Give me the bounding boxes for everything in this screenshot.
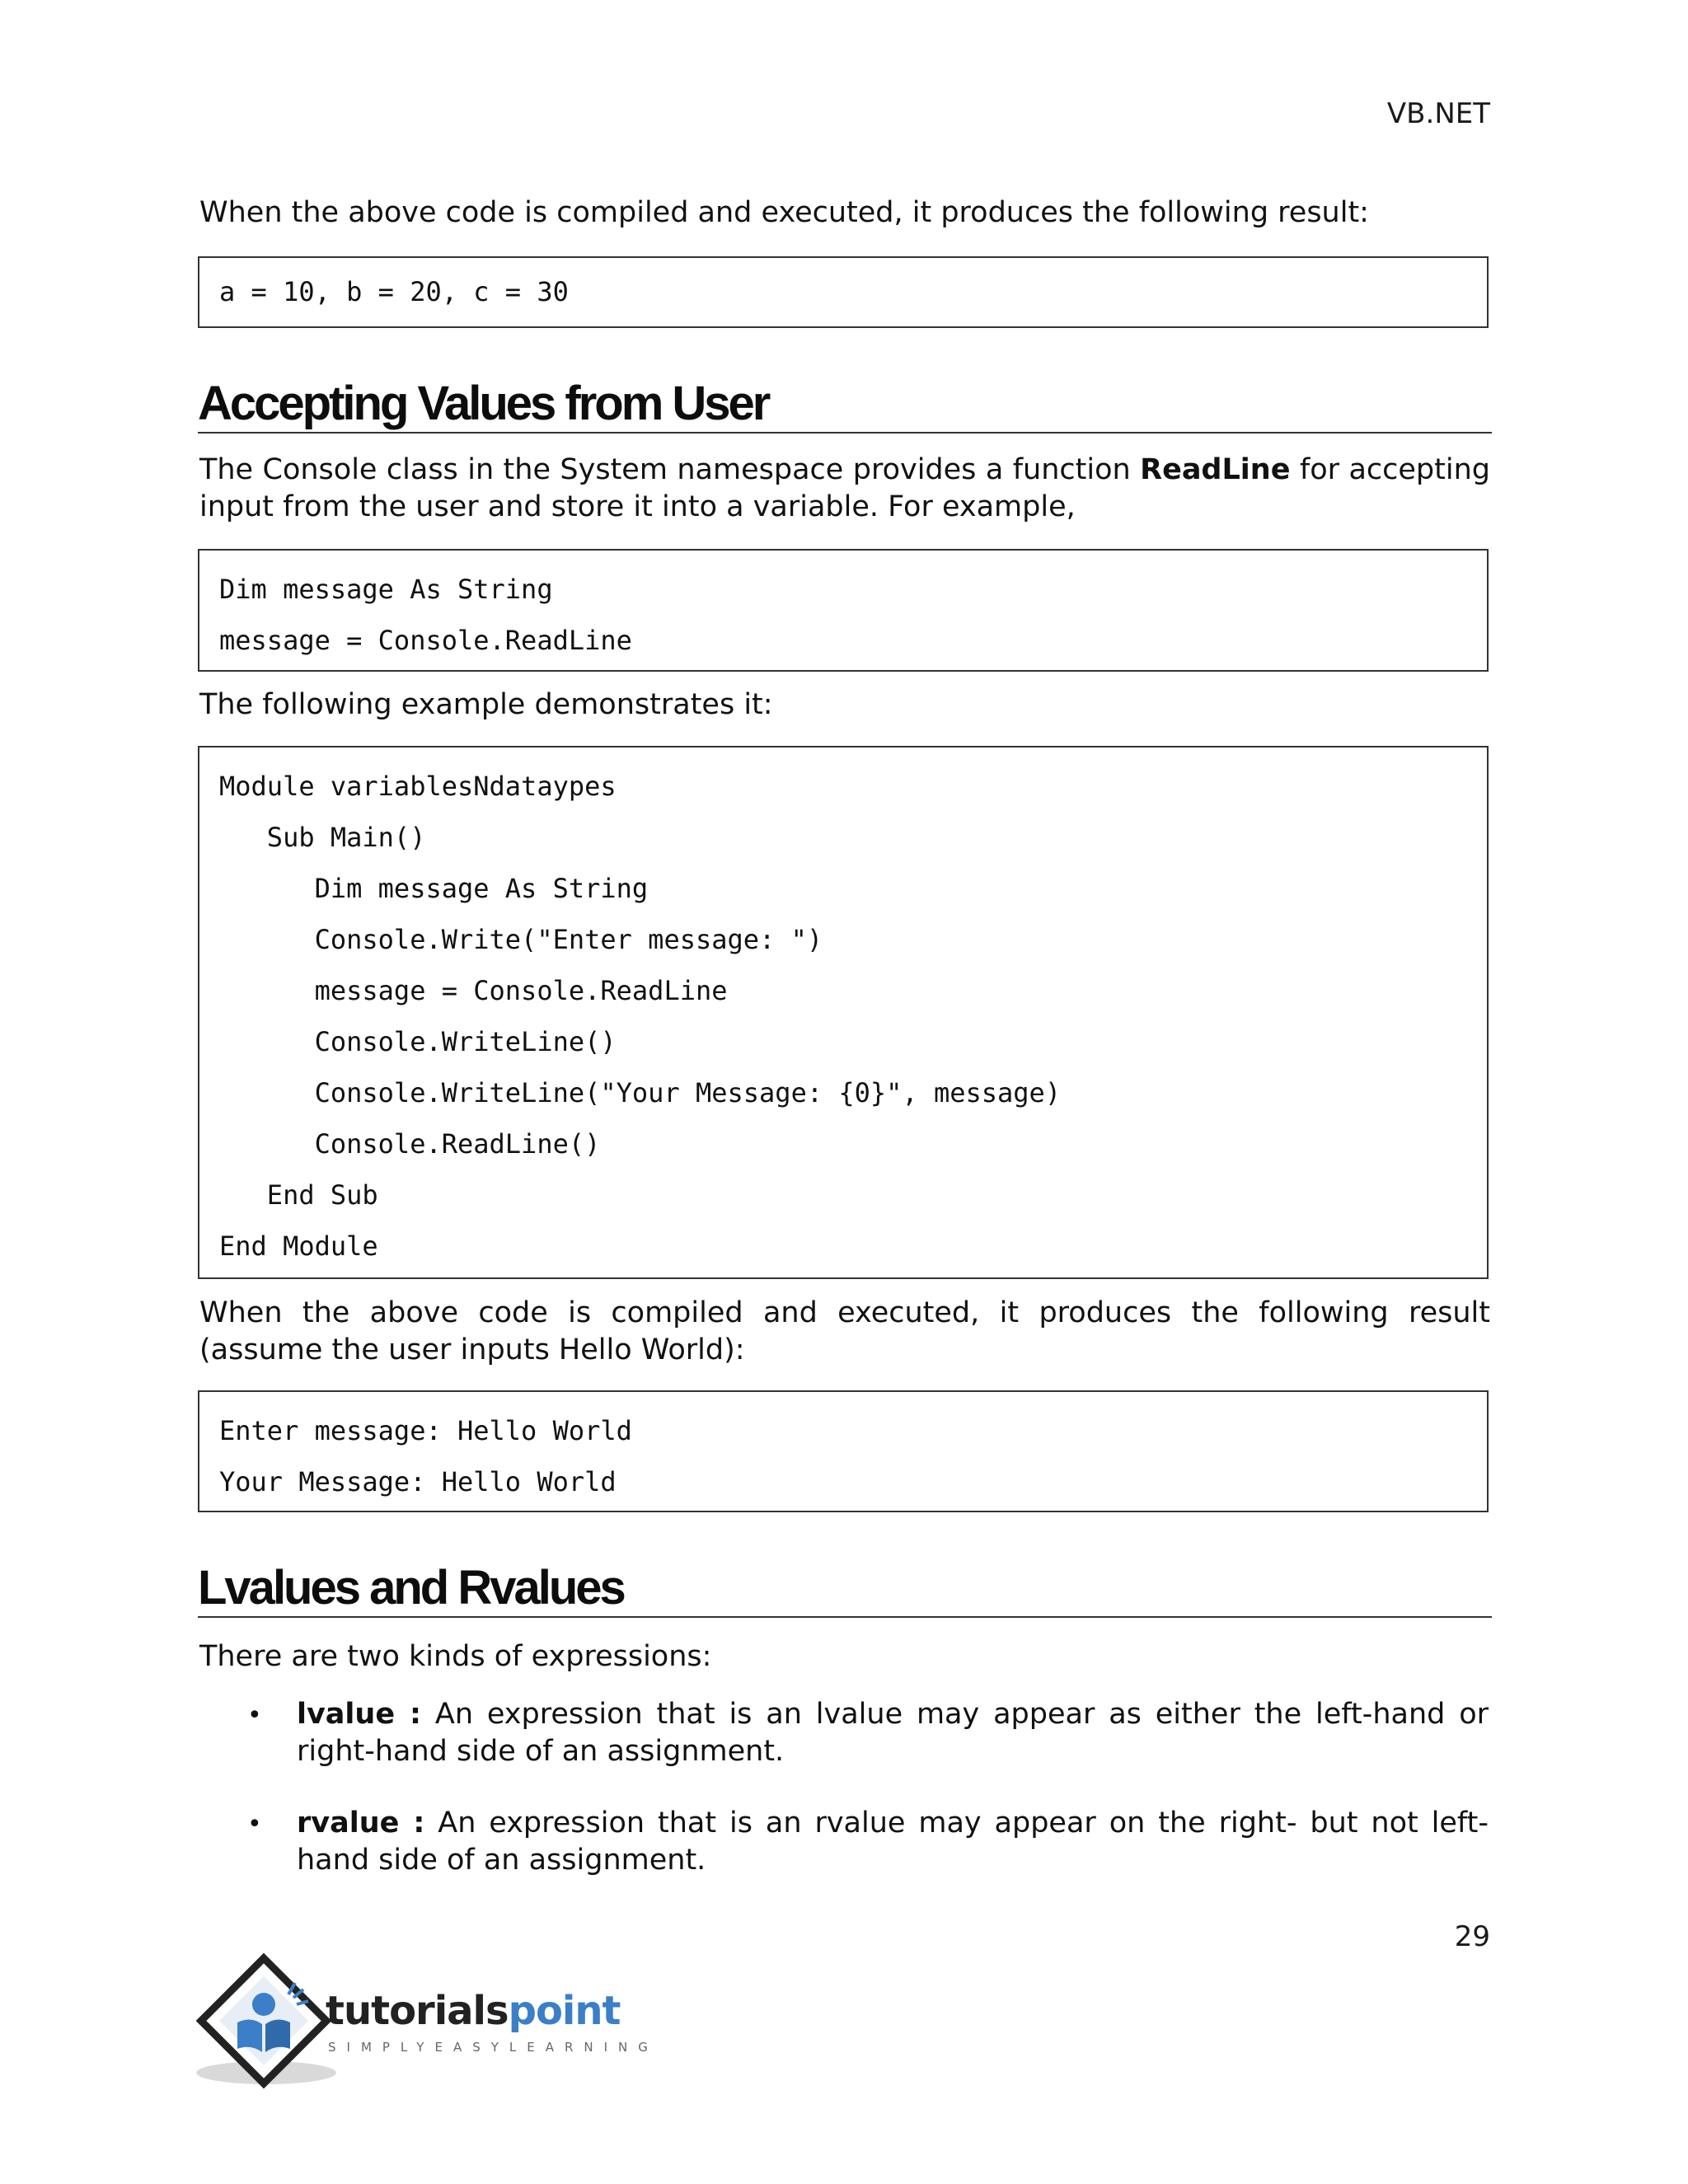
intro-paragraph: When the above code is compiled and executed, it produces the following result: bbox=[199, 196, 1369, 229]
code-line: Console.ReadLine() bbox=[219, 1128, 601, 1160]
code-line: Module variablesNdataypes bbox=[219, 771, 617, 802]
expressions-intro-paragraph: There are two kinds of expressions: bbox=[199, 1640, 712, 1673]
list-item-term: rvalue : bbox=[297, 1807, 425, 1840]
bullet-icon: • bbox=[247, 1701, 262, 1730]
code-line: End Sub bbox=[219, 1179, 378, 1211]
code-line: End Module bbox=[219, 1230, 378, 1262]
list-item-description: An expression that is an lvalue may appear as either the left-hand or right-hand side of an assignment. bbox=[297, 1698, 1489, 1768]
logo-word-2: point bbox=[508, 1988, 621, 2034]
logo-word-1: tutorials bbox=[326, 1988, 509, 2034]
list-item-term: lvalue : bbox=[297, 1698, 422, 1731]
section-title-lvalues-rvalues: Lvalues and Rvalues bbox=[198, 1562, 1492, 1618]
list-item-description: An expression that is an rvalue may appear on the right- but not left-hand side of an assignment. bbox=[297, 1807, 1489, 1877]
list-item-text bbox=[297, 1696, 1489, 1770]
code-line: Console.Write("Enter message: ") bbox=[219, 924, 823, 955]
list-item-text bbox=[297, 1805, 1489, 1879]
code-line: Sub Main() bbox=[219, 822, 426, 853]
section-title-accepting-values: Accepting Values from User bbox=[198, 377, 1492, 434]
code-line: Console.WriteLine("Your Message: {0}", message) bbox=[219, 1077, 1062, 1108]
logo-diamond-icon bbox=[196, 1953, 336, 2089]
readline-text-before: The Console class in the System namespace provides a function bbox=[199, 453, 1141, 486]
logo-wordmark bbox=[326, 1988, 620, 2034]
readline-keyword: ReadLine bbox=[1140, 453, 1291, 486]
example-intro-paragraph: The following example demonstrates it: bbox=[199, 688, 773, 721]
code-line: Dim message As String bbox=[219, 574, 553, 605]
code-line: message = Console.ReadLine bbox=[219, 625, 632, 656]
code-box-declaration bbox=[198, 549, 1489, 672]
tutorialspoint-logo bbox=[196, 1953, 658, 2089]
code-line: Your Message: Hello World bbox=[219, 1466, 617, 1497]
bullet-icon: • bbox=[247, 1810, 262, 1839]
page-number: 29 bbox=[1454, 1920, 1490, 1953]
result-box-1 bbox=[198, 256, 1489, 328]
result-box-2 bbox=[198, 1390, 1489, 1512]
code-line: message = Console.ReadLine bbox=[219, 975, 728, 1006]
code-line: a = 10, b = 20, c = 30 bbox=[219, 276, 569, 307]
code-box-example bbox=[198, 746, 1489, 1279]
running-header: VB.NET bbox=[1386, 97, 1490, 130]
code-line: Dim message As String bbox=[219, 873, 649, 904]
readline-paragraph bbox=[199, 452, 1490, 526]
code-line: Enter message: Hello World bbox=[219, 1415, 632, 1446]
result-intro-paragraph: When the above code is compiled and executed, it produces the following result (assume the user inputs Hello World): bbox=[199, 1296, 1490, 1366]
logo-tagline: SIMPLYEASYLEARNING bbox=[328, 2040, 659, 2055]
readline-text-after: for accepting input from the user and store it into a variable. For example, bbox=[199, 453, 1490, 523]
code-line: Console.WriteLine() bbox=[219, 1026, 617, 1057]
